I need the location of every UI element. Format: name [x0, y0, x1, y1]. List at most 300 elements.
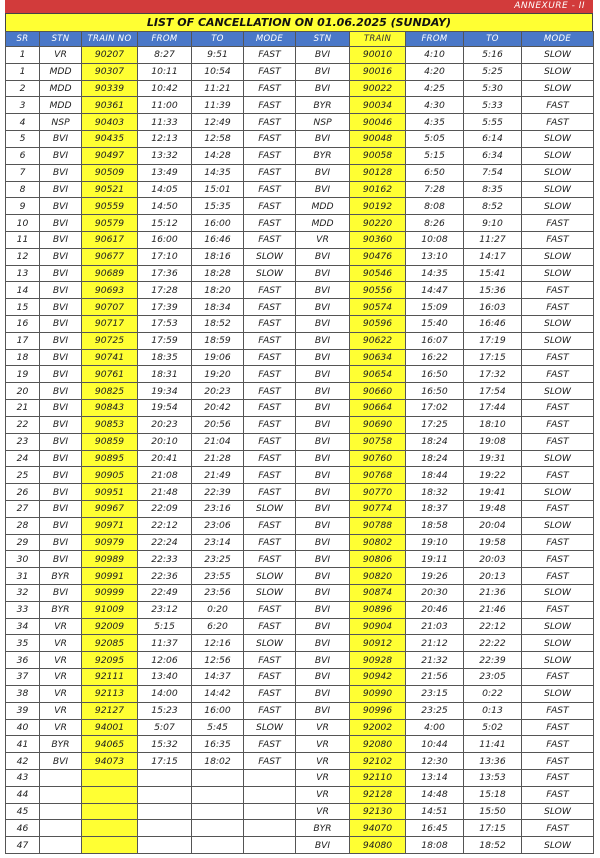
col-header-train-no: TRAIN NO: [82, 32, 138, 47]
mode-cell-2: SLOW: [522, 517, 594, 534]
mode-cell: FAST: [244, 366, 296, 383]
train-cell: 92128: [350, 786, 406, 803]
mode-cell-2: SLOW: [522, 147, 594, 164]
to-cell-2: 19:31: [464, 450, 522, 467]
from-cell: 19:34: [138, 383, 192, 400]
train-cell: 90546: [350, 265, 406, 282]
to-cell: 11:21: [192, 80, 244, 97]
table-row: [6, 669, 594, 686]
from-cell: 13:49: [138, 164, 192, 181]
train-cell: 90912: [350, 635, 406, 652]
sr-cell: 32: [6, 585, 40, 602]
from-cell: 13:32: [138, 147, 192, 164]
mode-cell-2: FAST: [522, 366, 594, 383]
stn-cell-2: VR: [296, 786, 350, 803]
mode-cell: FAST: [244, 652, 296, 669]
mode-cell-2: FAST: [522, 736, 594, 753]
from-cell-2: 10:08: [406, 231, 464, 248]
to-cell-2: 15:50: [464, 803, 522, 820]
train-cell: 90760: [350, 450, 406, 467]
to-cell: 20:42: [192, 400, 244, 417]
from-cell: 12:06: [138, 652, 192, 669]
mode-cell: FAST: [244, 618, 296, 635]
mode-cell: FAST: [244, 97, 296, 114]
table-row: [6, 601, 594, 618]
to-cell-2: 19:58: [464, 534, 522, 551]
to-cell: 18:52: [192, 316, 244, 333]
train-no-cell: 90761: [82, 366, 138, 383]
stn-cell: BVI: [40, 383, 82, 400]
mode-cell-2: FAST: [522, 551, 594, 568]
to-cell-2: 17:15: [464, 349, 522, 366]
mode-cell-2: FAST: [522, 669, 594, 686]
train-cell: 90928: [350, 652, 406, 669]
train-no-cell: [82, 769, 138, 786]
from-cell-2: 17:25: [406, 416, 464, 433]
from-cell-2: 21:03: [406, 618, 464, 635]
train-no-cell: 90951: [82, 484, 138, 501]
stn-cell: BVI: [40, 198, 82, 215]
stn-cell-2: BVI: [296, 585, 350, 602]
from-cell-2: 18:37: [406, 500, 464, 517]
table-row: [6, 299, 594, 316]
from-cell-2: 21:56: [406, 669, 464, 686]
train-cell: 90874: [350, 585, 406, 602]
stn-cell: MDD: [40, 80, 82, 97]
mode-cell-2: FAST: [522, 820, 594, 837]
stn-cell-2: BVI: [296, 366, 350, 383]
to-cell: 5:45: [192, 719, 244, 736]
mode-cell: [244, 803, 296, 820]
to-cell: 21:49: [192, 467, 244, 484]
table-row: [6, 63, 594, 80]
train-no-cell: 94073: [82, 753, 138, 770]
train-cell: 90556: [350, 282, 406, 299]
mode-cell-2: FAST: [522, 719, 594, 736]
table-row: [6, 450, 594, 467]
from-cell: [138, 803, 192, 820]
mode-cell-2: SLOW: [522, 47, 594, 64]
stn-cell-2: BVI: [296, 349, 350, 366]
to-cell-2: 21:46: [464, 601, 522, 618]
stn-cell-2: BVI: [296, 383, 350, 400]
stn-cell-2: BVI: [296, 702, 350, 719]
train-cell: 90048: [350, 131, 406, 148]
table-row: [6, 820, 594, 837]
to-cell-2: 5:25: [464, 63, 522, 80]
from-cell-2: 12:30: [406, 753, 464, 770]
to-cell-2: 18:10: [464, 416, 522, 433]
mode-cell-2: FAST: [522, 231, 594, 248]
from-cell-2: 21:12: [406, 635, 464, 652]
to-cell: 0:20: [192, 601, 244, 618]
table-row: [6, 349, 594, 366]
stn-cell: BVI: [40, 349, 82, 366]
stn-cell-2: VR: [296, 231, 350, 248]
to-cell: [192, 769, 244, 786]
train-no-cell: 92009: [82, 618, 138, 635]
from-cell-2: 8:26: [406, 215, 464, 232]
to-cell: 18:02: [192, 753, 244, 770]
to-cell: 23:56: [192, 585, 244, 602]
stn-cell-2: BVI: [296, 265, 350, 282]
mode-cell: FAST: [244, 282, 296, 299]
mode-cell: FAST: [244, 299, 296, 316]
mode-cell: SLOW: [244, 719, 296, 736]
from-cell: [138, 820, 192, 837]
stn-cell: BVI: [40, 215, 82, 232]
to-cell-2: 14:17: [464, 248, 522, 265]
col-header-train: TRAIN: [350, 32, 406, 47]
to-cell-2: 17:32: [464, 366, 522, 383]
from-cell-2: 21:32: [406, 652, 464, 669]
from-cell-2: 18:44: [406, 467, 464, 484]
train-no-cell: 90403: [82, 114, 138, 131]
table-row: [6, 383, 594, 400]
mode-cell: FAST: [244, 164, 296, 181]
col-header-mode-2: MODE: [522, 32, 594, 47]
train-cell: 90768: [350, 467, 406, 484]
header-row: [6, 32, 594, 47]
mode-cell-2: SLOW: [522, 248, 594, 265]
mode-cell: FAST: [244, 400, 296, 417]
stn-cell: [40, 820, 82, 837]
to-cell-2: 15:18: [464, 786, 522, 803]
to-cell: 21:28: [192, 450, 244, 467]
from-cell: [138, 786, 192, 803]
mode-cell: FAST: [244, 383, 296, 400]
table-row: [6, 416, 594, 433]
from-cell-2: 4:25: [406, 80, 464, 97]
stn-cell: MDD: [40, 63, 82, 80]
sr-cell: 23: [6, 433, 40, 450]
to-cell: 23:55: [192, 568, 244, 585]
to-cell-2: 0:22: [464, 685, 522, 702]
stn-cell: VR: [40, 669, 82, 686]
train-cell: 90990: [350, 685, 406, 702]
sr-cell: 7: [6, 164, 40, 181]
to-cell: 10:54: [192, 63, 244, 80]
stn-cell-2: BVI: [296, 299, 350, 316]
train-no-cell: 92095: [82, 652, 138, 669]
train-no-cell: 90717: [82, 316, 138, 333]
from-cell: 10:42: [138, 80, 192, 97]
table-row: [6, 80, 594, 97]
train-cell: 94080: [350, 837, 406, 854]
train-cell: 90770: [350, 484, 406, 501]
to-cell-2: 19:08: [464, 433, 522, 450]
to-cell-2: 8:35: [464, 181, 522, 198]
mode-cell-2: SLOW: [522, 685, 594, 702]
train-cell: 90162: [350, 181, 406, 198]
to-cell-2: 19:48: [464, 500, 522, 517]
mode-cell: FAST: [244, 198, 296, 215]
from-cell-2: 19:26: [406, 568, 464, 585]
train-cell: 92002: [350, 719, 406, 736]
from-cell: 18:31: [138, 366, 192, 383]
mode-cell: FAST: [244, 147, 296, 164]
to-cell: 12:16: [192, 635, 244, 652]
stn-cell: NSP: [40, 114, 82, 131]
table-row: [6, 198, 594, 215]
mode-cell-2: FAST: [522, 97, 594, 114]
sr-cell: 19: [6, 366, 40, 383]
table-row: [6, 500, 594, 517]
train-no-cell: 90339: [82, 80, 138, 97]
from-cell-2: 14:48: [406, 786, 464, 803]
sr-cell: 47: [6, 837, 40, 854]
table-row: [6, 282, 594, 299]
from-cell: 5:15: [138, 618, 192, 635]
from-cell-2: 8:08: [406, 198, 464, 215]
to-cell: 14:35: [192, 164, 244, 181]
mode-cell: [244, 837, 296, 854]
sr-cell: 16: [6, 316, 40, 333]
col-header-from: FROM: [138, 32, 192, 47]
from-cell: 22:36: [138, 568, 192, 585]
mode-cell: FAST: [244, 702, 296, 719]
stn-cell: BVI: [40, 551, 82, 568]
stn-cell: BYR: [40, 568, 82, 585]
mode-cell-2: SLOW: [522, 383, 594, 400]
sr-cell: 40: [6, 719, 40, 736]
table-row: [6, 366, 594, 383]
from-cell-2: 13:14: [406, 769, 464, 786]
sr-cell: 1: [6, 63, 40, 80]
from-cell-2: 18:08: [406, 837, 464, 854]
stn-cell: BYR: [40, 736, 82, 753]
train-cell: 90802: [350, 534, 406, 551]
table-row: [6, 568, 594, 585]
table-row: [6, 618, 594, 635]
cancellation-sheet: [5, 0, 593, 854]
stn-cell: BVI: [40, 181, 82, 198]
from-cell: 17:39: [138, 299, 192, 316]
train-no-cell: 90207: [82, 47, 138, 64]
train-no-cell: 90693: [82, 282, 138, 299]
col-header-stn: STN: [40, 32, 82, 47]
table-row: [6, 316, 594, 333]
from-cell-2: 13:10: [406, 248, 464, 265]
sr-cell: 24: [6, 450, 40, 467]
mode-cell: FAST: [244, 131, 296, 148]
table-row: [6, 97, 594, 114]
mode-cell: FAST: [244, 685, 296, 702]
train-no-cell: 90895: [82, 450, 138, 467]
train-cell: 90574: [350, 299, 406, 316]
stn-cell-2: BVI: [296, 551, 350, 568]
train-no-cell: 92127: [82, 702, 138, 719]
from-cell: 21:48: [138, 484, 192, 501]
train-no-cell: 90617: [82, 231, 138, 248]
from-cell-2: 15:40: [406, 316, 464, 333]
from-cell: 12:13: [138, 131, 192, 148]
from-cell-2: 14:47: [406, 282, 464, 299]
to-cell: 23:14: [192, 534, 244, 551]
stn-cell: [40, 786, 82, 803]
mode-cell: FAST: [244, 316, 296, 333]
stn-cell-2: BVI: [296, 63, 350, 80]
to-cell-2: 22:22: [464, 635, 522, 652]
from-cell: 15:32: [138, 736, 192, 753]
stn-cell-2: BVI: [296, 416, 350, 433]
stn-cell-2: BVI: [296, 618, 350, 635]
stn-cell-2: BYR: [296, 820, 350, 837]
to-cell-2: 15:36: [464, 282, 522, 299]
stn-cell: VR: [40, 635, 82, 652]
from-cell: 15:12: [138, 215, 192, 232]
to-cell: 19:20: [192, 366, 244, 383]
train-no-cell: [82, 820, 138, 837]
mode-cell-2: SLOW: [522, 198, 594, 215]
sr-cell: 20: [6, 383, 40, 400]
train-cell: 90774: [350, 500, 406, 517]
stn-cell: BVI: [40, 517, 82, 534]
page-title: LIST OF CANCELLATION ON 01.06.2025 (SUNDAY): [5, 13, 593, 31]
to-cell-2: 23:05: [464, 669, 522, 686]
from-cell-2: 16:50: [406, 383, 464, 400]
train-cell: 90128: [350, 164, 406, 181]
table-row: [6, 147, 594, 164]
col-header-to: TO: [192, 32, 244, 47]
stn-cell-2: BVI: [296, 467, 350, 484]
to-cell: 22:39: [192, 484, 244, 501]
from-cell-2: 18:58: [406, 517, 464, 534]
train-cell: 92110: [350, 769, 406, 786]
train-no-cell: 90825: [82, 383, 138, 400]
stn-cell-2: NSP: [296, 114, 350, 131]
table-row: [6, 786, 594, 803]
table-row: [6, 114, 594, 131]
mode-cell: SLOW: [244, 248, 296, 265]
stn-cell-2: BYR: [296, 97, 350, 114]
from-cell-2: 4:00: [406, 719, 464, 736]
from-cell: [138, 837, 192, 854]
stn-cell-2: BVI: [296, 316, 350, 333]
stn-cell: BVI: [40, 248, 82, 265]
from-cell-2: 19:10: [406, 534, 464, 551]
to-cell-2: 8:52: [464, 198, 522, 215]
train-cell: 90942: [350, 669, 406, 686]
stn-cell: [40, 769, 82, 786]
col-header-mode: MODE: [244, 32, 296, 47]
mode-cell: FAST: [244, 63, 296, 80]
from-cell-2: 10:44: [406, 736, 464, 753]
stn-cell-2: BVI: [296, 652, 350, 669]
to-cell: 18:34: [192, 299, 244, 316]
table-row: [6, 47, 594, 64]
stn-cell: BVI: [40, 484, 82, 501]
train-cell: 90788: [350, 517, 406, 534]
cancellation-table: [5, 31, 594, 854]
stn-cell: [40, 837, 82, 854]
from-cell-2: 4:10: [406, 47, 464, 64]
stn-cell: BVI: [40, 366, 82, 383]
stn-cell-2: BVI: [296, 164, 350, 181]
train-no-cell: 90853: [82, 416, 138, 433]
stn-cell-2: BVI: [296, 80, 350, 97]
sr-cell: 14: [6, 282, 40, 299]
from-cell-2: 6:50: [406, 164, 464, 181]
train-cell: 90654: [350, 366, 406, 383]
stn-cell-2: VR: [296, 736, 350, 753]
stn-cell-2: VR: [296, 719, 350, 736]
train-cell: 90996: [350, 702, 406, 719]
from-cell: 10:11: [138, 63, 192, 80]
train-cell: 92130: [350, 803, 406, 820]
stn-cell-2: VR: [296, 769, 350, 786]
from-cell-2: 20:46: [406, 601, 464, 618]
from-cell: 17:15: [138, 753, 192, 770]
train-no-cell: [82, 786, 138, 803]
to-cell: 18:20: [192, 282, 244, 299]
annexure-label: ANNEXURE - II: [5, 0, 593, 13]
sr-cell: 38: [6, 685, 40, 702]
sr-cell: 9: [6, 198, 40, 215]
to-cell-2: 20:04: [464, 517, 522, 534]
mode-cell: FAST: [244, 80, 296, 97]
sr-cell: 12: [6, 248, 40, 265]
stn-cell: BVI: [40, 265, 82, 282]
stn-cell-2: BVI: [296, 635, 350, 652]
train-no-cell: 90579: [82, 215, 138, 232]
table-row: [6, 484, 594, 501]
train-no-cell: 90707: [82, 299, 138, 316]
train-no-cell: 90967: [82, 500, 138, 517]
sr-cell: 39: [6, 702, 40, 719]
from-cell-2: 19:11: [406, 551, 464, 568]
stn-cell-2: BVI: [296, 669, 350, 686]
from-cell: 14:00: [138, 685, 192, 702]
train-cell: 94070: [350, 820, 406, 837]
stn-cell: BVI: [40, 467, 82, 484]
train-no-cell: 90741: [82, 349, 138, 366]
from-cell: 22:49: [138, 585, 192, 602]
mode-cell-2: FAST: [522, 500, 594, 517]
mode-cell: FAST: [244, 215, 296, 232]
to-cell: [192, 820, 244, 837]
mode-cell-2: FAST: [522, 702, 594, 719]
mode-cell-2: FAST: [522, 534, 594, 551]
mode-cell-2: FAST: [522, 400, 594, 417]
from-cell-2: 23:25: [406, 702, 464, 719]
stn-cell: BVI: [40, 231, 82, 248]
mode-cell: FAST: [244, 601, 296, 618]
to-cell-2: 17:44: [464, 400, 522, 417]
to-cell: 12:58: [192, 131, 244, 148]
stn-cell-2: BVI: [296, 47, 350, 64]
train-no-cell: 90361: [82, 97, 138, 114]
to-cell: 15:01: [192, 181, 244, 198]
to-cell-2: 17:15: [464, 820, 522, 837]
table-row: [6, 534, 594, 551]
from-cell-2: 4:30: [406, 97, 464, 114]
mode-cell: FAST: [244, 736, 296, 753]
table-row: [6, 803, 594, 820]
mode-cell: SLOW: [244, 585, 296, 602]
mode-cell: [244, 786, 296, 803]
to-cell: 12:49: [192, 114, 244, 131]
mode-cell-2: SLOW: [522, 265, 594, 282]
stn-cell: BVI: [40, 500, 82, 517]
sr-cell: 18: [6, 349, 40, 366]
to-cell-2: 19:22: [464, 467, 522, 484]
stn-cell-2: MDD: [296, 198, 350, 215]
mode-cell: FAST: [244, 181, 296, 198]
col-header-from-2: FROM: [406, 32, 464, 47]
to-cell-2: 13:36: [464, 753, 522, 770]
mode-cell-2: SLOW: [522, 837, 594, 854]
